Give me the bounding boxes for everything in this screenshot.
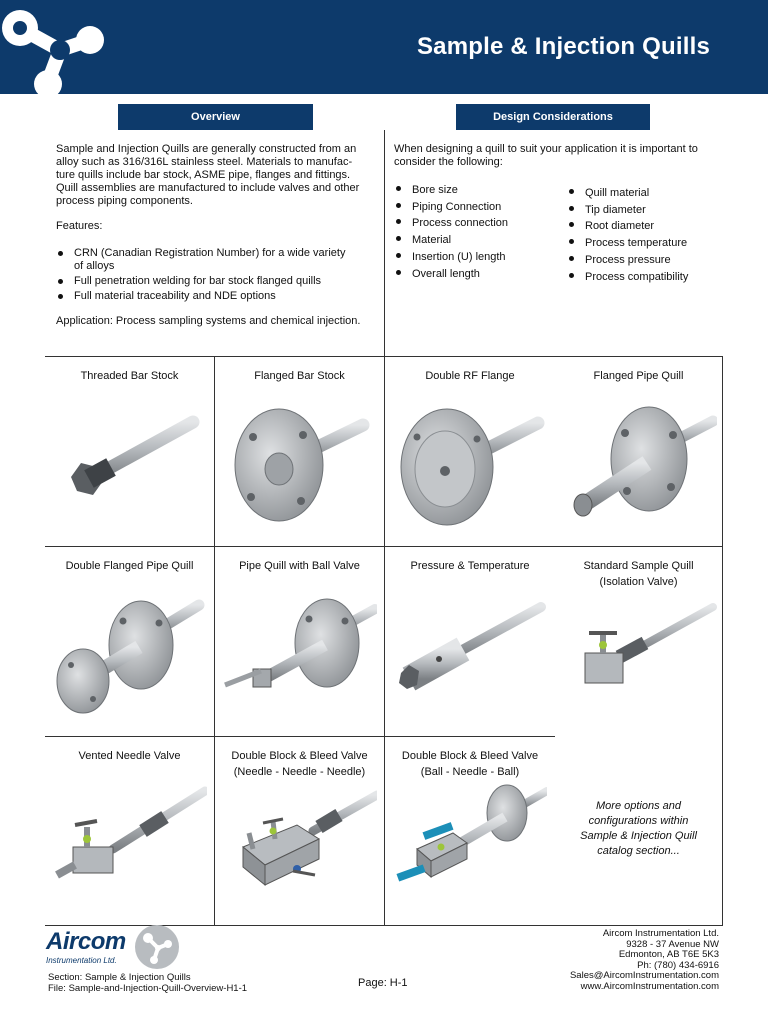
- design-item: Piping Connection: [394, 199, 554, 216]
- website-link[interactable]: www.AircomInstrumentation.com: [580, 980, 719, 992]
- design-item: Bore size: [394, 182, 554, 199]
- design-intro: When designing a quill to suit your application it is important to consider the following:: [394, 143, 698, 168]
- design-item: Tip diameter: [567, 202, 727, 219]
- product-cell[interactable]: [555, 357, 723, 547]
- page-title: Sample & Injection Quills: [416, 33, 710, 60]
- product-label: Pipe Quill with Ball Valve: [239, 560, 360, 572]
- design-item: Process pressure: [567, 252, 727, 269]
- product-label: Threaded Bar Stock: [80, 370, 179, 382]
- product-label: Standard Sample Quill (Isolation Valve): [583, 560, 694, 588]
- features-list: [56, 247, 356, 303]
- design-item: Root diameter: [567, 218, 727, 235]
- design-item: Process temperature: [567, 235, 727, 252]
- footer-left: [48, 972, 247, 994]
- section-text: Section: Sample & Injection Quills: [48, 972, 191, 983]
- pressure-temperature-image: [393, 587, 547, 717]
- product-label: Double Block & Bleed Valve (Needle - Needle - Needle): [231, 750, 368, 778]
- product-cell[interactable]: [555, 547, 723, 737]
- feature-item: CRN (Canadian Registration Number) for a wide variety of alloys: [56, 247, 356, 273]
- design-list-right: [567, 185, 727, 285]
- product-label: Vented Needle Valve: [78, 750, 181, 762]
- product-cell[interactable]: [215, 357, 385, 547]
- product-label: Double Block & Bleed Valve (Ball - Needle - Ball): [401, 750, 539, 778]
- overview-text: [56, 143, 376, 328]
- product-label: Double Flanged Pipe Quill: [65, 560, 194, 572]
- product-label: Flanged Bar Stock: [254, 370, 345, 382]
- product-cell[interactable]: [45, 547, 215, 737]
- pipe-quill-ball-valve-image: [223, 587, 377, 717]
- product-label: Pressure & Temperature: [410, 560, 530, 572]
- product-cell[interactable]: [385, 357, 555, 547]
- feature-item: Full penetration welding for bar stock flanged quills: [56, 275, 356, 288]
- application-text: Application: Process sampling systems and chemical injection.: [56, 315, 361, 327]
- design-item: Process connection: [394, 215, 554, 232]
- product-cell[interactable]: [385, 737, 555, 925]
- overview-intro: Sample and Injection Quills are generally constructed from an alloy such as 316/316L stainless steel. Materials to manufac- ture quills include bar stock, ASME pipe, flanges and fittings. Quill assemblies are manufactured to include valves and other process piping components.: [56, 143, 360, 207]
- logo-tagline: Instrumentation Ltd.: [46, 956, 117, 965]
- aircom-logo: [46, 924, 186, 972]
- column-divider: [384, 130, 385, 356]
- header-banner: [0, 0, 768, 94]
- company-name: Aircom Instrumentation Ltd.: [602, 928, 719, 939]
- dbb-ball-image: [393, 777, 547, 907]
- more-options-cell[interactable]: [555, 737, 723, 925]
- molecule-logo-icon: [0, 0, 110, 94]
- product-cell[interactable]: [45, 737, 215, 925]
- product-label: Double RF Flange: [425, 370, 515, 382]
- email-link[interactable]: Sales@AircomInstrumentation.com: [569, 970, 719, 981]
- features-label: Features:: [56, 220, 103, 232]
- flanged-pipe-quill-image: [563, 397, 717, 527]
- more-options-text[interactable]: More options and configurations within Sample & Injection Quill catalog section...: [580, 800, 697, 857]
- design-item: Quill material: [567, 185, 727, 202]
- overview-heading: Overview: [118, 104, 313, 130]
- product-label: Flanged Pipe Quill: [593, 370, 684, 382]
- feature-item: Full material traceability and NDE options: [56, 290, 356, 303]
- product-cell[interactable]: [215, 737, 385, 925]
- product-grid: [45, 356, 723, 926]
- logo-text: Aircom: [46, 928, 126, 955]
- address-line: 9328 - 37 Avenue NW: [626, 938, 719, 950]
- double-flanged-pipe-quill-image: [53, 587, 207, 717]
- design-item: Material: [394, 232, 554, 249]
- double-rf-flange-image: [393, 397, 547, 527]
- design-text: [394, 143, 724, 169]
- product-cell[interactable]: [385, 547, 555, 737]
- design-list-left: [394, 182, 554, 282]
- page-number: Page: H-1: [358, 977, 408, 989]
- flanged-bar-stock-image: [223, 397, 377, 527]
- product-cell[interactable]: [45, 357, 215, 547]
- design-considerations-heading: Design Considerations: [456, 104, 650, 130]
- file-text: File: Sample-and-Injection-Quill-Overview-H1-1: [48, 983, 248, 994]
- phone-number: Ph: (780) 434-6916: [637, 959, 719, 971]
- standard-sample-quill-image: [563, 587, 717, 717]
- product-cell[interactable]: [215, 547, 385, 737]
- design-item: Overall length: [394, 266, 554, 283]
- design-item: Process compatibility: [567, 269, 727, 286]
- design-item: Insertion (U) length: [394, 249, 554, 266]
- vented-needle-valve-image: [53, 777, 207, 907]
- address-line: Edmonton, AB T6E 5K3: [618, 949, 719, 960]
- molecule-logo-icon: [134, 924, 180, 970]
- threaded-bar-stock-image: [53, 397, 207, 527]
- footer-contact: [570, 929, 719, 992]
- dbb-needle-image: [223, 777, 377, 907]
